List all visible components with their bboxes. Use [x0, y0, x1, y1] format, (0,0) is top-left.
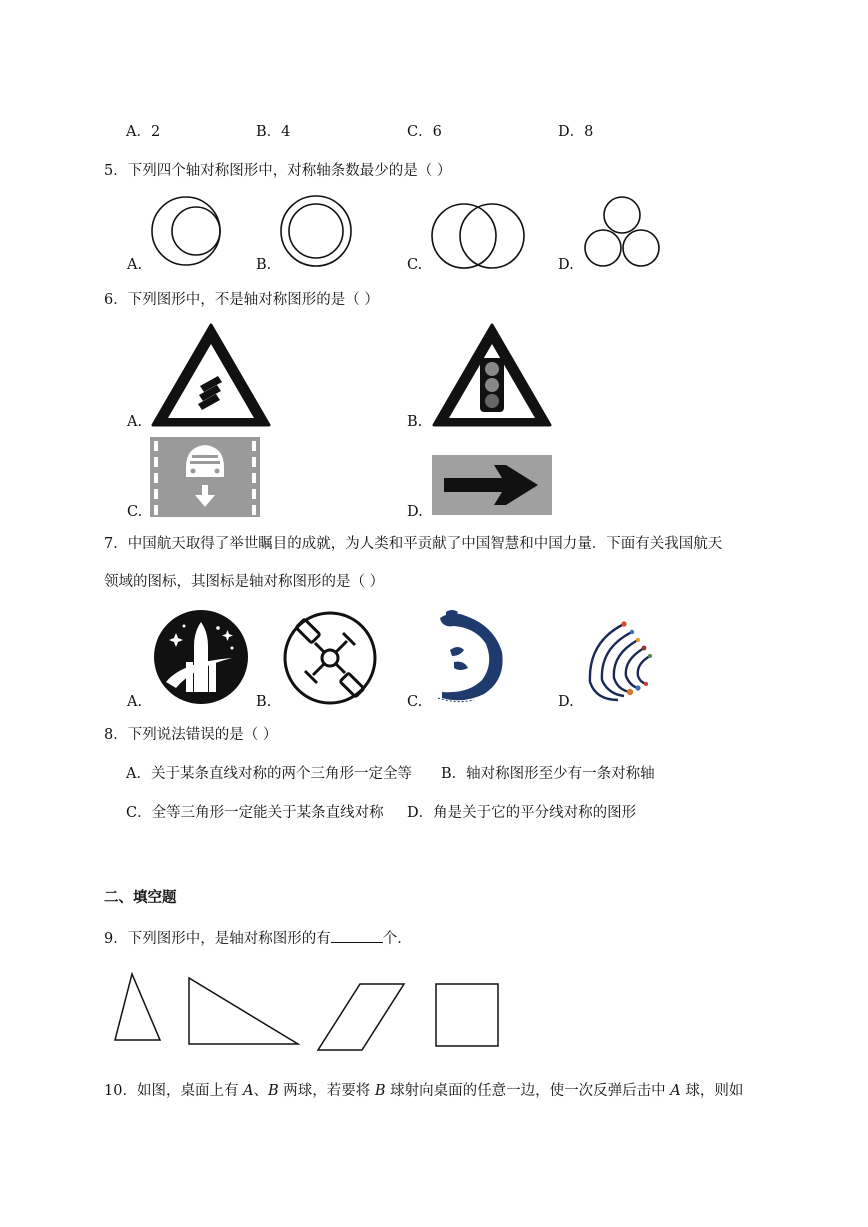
q5-figure-d	[580, 194, 664, 270]
q7-stem-line2: 领域的图标，其图标是轴对称图形的是（ ）	[104, 574, 385, 590]
ball-b-label: B	[268, 1083, 279, 1099]
q6-label-d: D.	[407, 504, 423, 520]
q4-option-c: C．6	[407, 124, 442, 140]
q4-option-a: A．2	[126, 124, 161, 140]
q5-figure-a	[146, 194, 226, 268]
q9-shapes-figure	[112, 972, 512, 1052]
q7-stem-line1: 7．中国航天取得了举世瞩目的成就，为人类和平贡献了中国智慧和中国力量．下面有关我国航天	[104, 536, 723, 552]
road-car-lane-sign-icon	[150, 437, 260, 517]
q6-stem: 6．下列图形中，不是轴对称图形的是（ ）	[104, 292, 379, 308]
warning-slippery-sign-icon	[150, 322, 272, 428]
q8-option-a: A．关于某条直线对称的两个三角形一定全等	[126, 766, 412, 782]
q8-option-c: C．全等三角形一定能关于某条直线对称	[126, 805, 384, 821]
brush-stroke-logo-icon	[432, 608, 512, 706]
rocket-logo-icon	[152, 608, 250, 706]
q7-label-d: D.	[558, 694, 574, 710]
q5-label-d: D.	[558, 257, 574, 273]
q5-figure-c	[428, 200, 530, 272]
q9-stem-before: 9．下列图形中，是轴对称图形的有	[104, 931, 331, 947]
q5-stem: 5．下列四个轴对称图形中，对称轴条数最少的是（ ）	[104, 163, 452, 179]
q10-stem	[104, 1082, 743, 1100]
q6-label-a: A.	[127, 414, 143, 430]
traffic-light-sign-icon	[431, 322, 553, 428]
q8-option-d: D．角是关于它的平分线对称的图形	[407, 805, 637, 821]
q10-text-3: 两球，若要将	[278, 1083, 375, 1099]
q4-option-d: D．8	[558, 124, 594, 140]
q10-text-4: 球射向桌面的任意一边，使一次反弹后击中	[385, 1083, 671, 1099]
ball-a-label: A	[670, 1083, 681, 1099]
q7-label-a: A.	[127, 694, 143, 710]
q10-text-1: 10．如图，桌面上有	[104, 1083, 244, 1099]
q9-stem-after: 个．	[382, 931, 412, 947]
q9-stem	[104, 928, 412, 948]
ball-a-label: A	[243, 1083, 254, 1099]
isosceles-triangle-shape	[115, 974, 160, 1040]
right-arrow-sign-icon	[432, 455, 552, 515]
q5-label-a: A.	[127, 257, 143, 273]
parallelogram-shape	[318, 984, 404, 1050]
ball-b-label: B	[374, 1083, 386, 1099]
q6-label-c: C.	[127, 504, 143, 520]
q10-text-2: 、	[253, 1083, 269, 1099]
q5-figure-b	[276, 194, 356, 268]
q8-stem: 8．下列说法错误的是（ ）	[104, 727, 278, 743]
right-triangle-shape	[189, 978, 298, 1044]
q5-label-c: C.	[407, 257, 423, 273]
section-title: 二、填空题	[104, 890, 177, 906]
q7-label-b: B.	[256, 694, 272, 710]
q6-label-b: B.	[407, 414, 423, 430]
q5-label-b: B.	[256, 257, 272, 273]
q7-label-c: C.	[407, 694, 423, 710]
q4-option-b: B．4	[256, 124, 291, 140]
q8-option-b: B．轴对称图形至少有一条对称轴	[441, 766, 655, 782]
satellite-logo-icon	[281, 611, 379, 705]
square-shape	[436, 984, 498, 1046]
q10-text-5: 球，则如	[680, 1083, 744, 1099]
answer-blank[interactable]	[331, 928, 383, 943]
orbit-rings-logo-icon	[584, 618, 666, 702]
